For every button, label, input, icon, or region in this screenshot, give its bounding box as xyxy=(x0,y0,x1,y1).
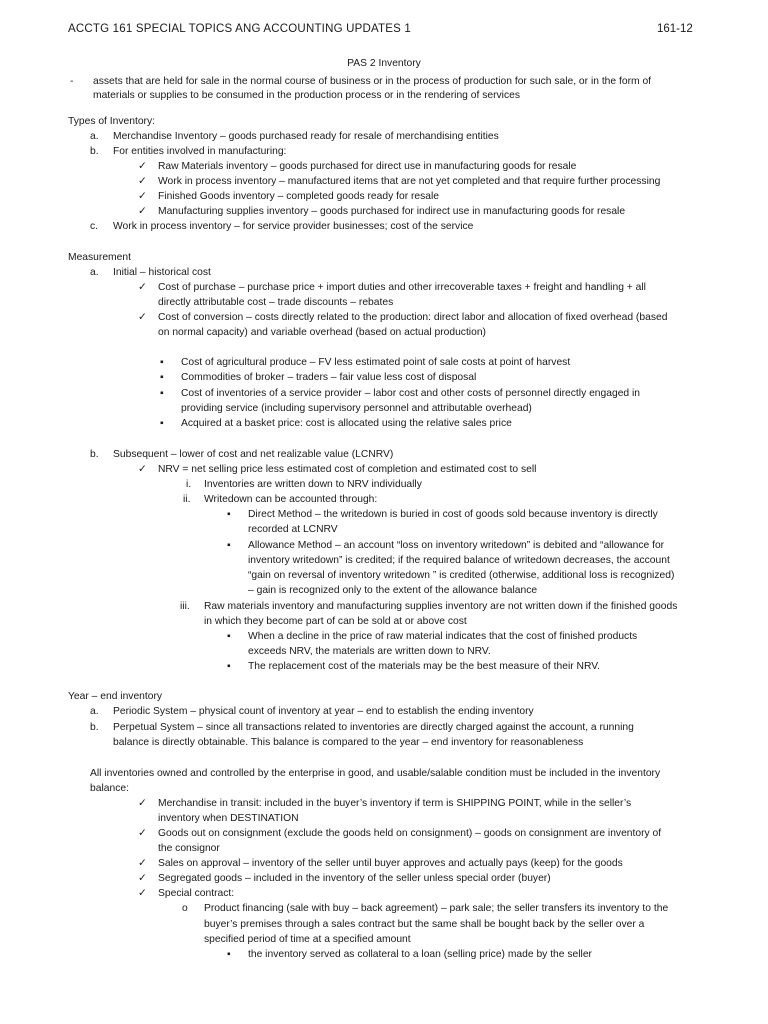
consignment-cont: the consignor xyxy=(158,843,220,854)
check-icon: ✓ xyxy=(138,282,147,293)
subsequent-measurement: Subsequent – lower of cost and net realizable value (LCNRV) xyxy=(113,449,394,460)
initial-measurement: Initial – historical cost xyxy=(113,267,211,278)
special-cost-item: Cost of inventories of a service provider – labor cost and other costs of personnel directly engaged in xyxy=(181,388,641,399)
year-end-heading: Year – end inventory xyxy=(68,691,163,702)
check-icon: ✓ xyxy=(138,176,147,187)
check-icon: ✓ xyxy=(138,858,147,869)
square-bullet-icon: ▪ xyxy=(227,661,231,672)
nrv-definition: NRV = net selling price less estimated cost of completion and estimated cost to sell xyxy=(158,464,537,475)
check-icon: ✓ xyxy=(138,798,147,809)
list-marker-b: b. xyxy=(90,722,99,733)
writedown-methods: Writedown can be accounted through: xyxy=(204,494,378,505)
perpetual-system-cont: balance is directly obtainable. This balance is compared to the year – end inventory for reasonableness xyxy=(113,737,584,748)
special-contract: Special contract: xyxy=(158,888,235,899)
definition-line-1: assets that are held for sale in the normal course of business or in the process of production for such sale, or in the form of xyxy=(93,76,652,87)
check-icon: ✓ xyxy=(138,206,147,217)
replacement-cost: The replacement cost of the materials may be the best measure of their NRV. xyxy=(248,661,600,672)
type-merchandise: Merchandise Inventory – goods purchased ready for resale of merchandising entities xyxy=(113,131,499,142)
page-title: PAS 2 Inventory xyxy=(347,58,421,69)
square-bullet-icon: ▪ xyxy=(227,509,231,520)
ownership-intro: All inventories owned and controlled by the enterprise in good, and usable/salable condition must be included in the inventory xyxy=(90,768,661,779)
course-code: 161-12 xyxy=(657,23,693,35)
square-bullet-icon: ▪ xyxy=(227,540,231,551)
check-icon: ✓ xyxy=(138,161,147,172)
decline-in-price: When a decline in the price of raw material indicates that the cost of finished products xyxy=(248,631,638,642)
roman-marker-iii: iii. xyxy=(180,601,190,612)
definition-line-2: materials or supplies to be consumed in the production process or in the rendering of services xyxy=(93,90,520,101)
product-financing: Product financing (sale with buy – back agreement) – park sale; the seller transfers its inventory to the xyxy=(204,903,669,914)
direct-method-cont: recorded at LCNRV xyxy=(248,524,338,535)
manufacturing-item: Raw Materials inventory – goods purchased for direct use in manufacturing goods for resale xyxy=(158,161,577,172)
check-icon: ✓ xyxy=(138,888,147,899)
list-marker-c: c. xyxy=(90,221,99,232)
list-marker-b: b. xyxy=(90,449,99,460)
manufacturing-item: Finished Goods inventory – completed goods ready for resale xyxy=(158,191,440,202)
check-icon: ✓ xyxy=(138,312,147,323)
special-cost-item: Acquired at a basket price: cost is allocated using the relative sales price xyxy=(181,418,512,429)
allowance-method: Allowance Method – an account “loss on inventory writedown” is debited and “allowance for xyxy=(248,540,665,551)
goods-in-transit-cont: inventory when DESTINATION xyxy=(158,813,299,824)
roman-marker-i: i. xyxy=(186,479,192,490)
periodic-system: Periodic System – physical count of inventory at year – end to establish the ending inventory xyxy=(113,706,534,717)
list-marker-a: a. xyxy=(90,267,99,278)
measurement-heading: Measurement xyxy=(68,252,131,263)
raw-materials-rule: Raw materials inventory and manufacturing supplies inventory are not written down if the finished goods xyxy=(204,601,678,612)
direct-method: Direct Method – the writedown is buried in cost of goods sold because inventory is directly xyxy=(248,509,658,520)
goods-in-transit: Merchandise in transit: included in the buyer’s inventory if term is SHIPPING POINT, while in the seller’s xyxy=(158,798,632,809)
circle-bullet-icon: o xyxy=(182,903,188,914)
cost-of-purchase-cont: directly attributable cost – trade discounts – rebates xyxy=(158,297,394,308)
square-bullet-icon: ▪ xyxy=(160,357,164,368)
check-icon: ✓ xyxy=(138,873,147,884)
check-icon: ✓ xyxy=(138,828,147,839)
product-financing-cont: buyer’s premises through a sales contract but the same shall be bought back by the seller over a xyxy=(204,919,645,930)
allowance-method-cont: inventory writedown” is credited; if the required balance of writedown decreases, the account xyxy=(248,555,670,566)
list-marker-a: a. xyxy=(90,131,99,142)
square-bullet-icon: ▪ xyxy=(160,418,164,429)
cost-of-conversion: Cost of conversion – costs directly related to the production: direct labor and allocation of fixed overhead (based xyxy=(158,312,668,323)
square-bullet-icon: ▪ xyxy=(160,372,164,383)
allowance-method-cont: “gain on reversal of inventory writedown ” is credited (otherwise, additional loss is recognized) xyxy=(248,570,675,581)
roman-marker-ii: ii. xyxy=(183,494,191,505)
decline-in-price-cont: exceeds NRV, the materials are written down to NRV. xyxy=(248,646,491,657)
collateral-note: the inventory served as collateral to a loan (selling price) made by the seller xyxy=(248,949,592,960)
ownership-intro-cont: balance: xyxy=(90,783,129,794)
square-bullet-icon: ▪ xyxy=(227,949,231,960)
types-heading: Types of Inventory: xyxy=(68,116,155,127)
type-manufacturing: For entities involved in manufacturing: xyxy=(113,146,287,157)
special-cost-item-cont: providing service (including supervisory personnel and attributable overhead) xyxy=(181,403,532,414)
manufacturing-item: Manufacturing supplies inventory – goods purchased for indirect use in manufacturing goods for resale xyxy=(158,206,626,217)
list-marker-b: b. xyxy=(90,146,99,157)
check-icon: ✓ xyxy=(138,464,147,475)
perpetual-system: Perpetual System – since all transactions related to inventories are directly charged against the account, a running xyxy=(113,722,634,733)
course-header: ACCTG 161 SPECIAL TOPICS ANG ACCOUNTING UPDATES 1 xyxy=(68,23,411,35)
type-service: Work in process inventory – for service provider businesses; cost of the service xyxy=(113,221,474,232)
sales-on-approval: Sales on approval – inventory of the seller until buyer approves and actually pays (keep) for the goods xyxy=(158,858,623,869)
square-bullet-icon: ▪ xyxy=(160,388,164,399)
special-cost-item: Commodities of broker – traders – fair value less cost of disposal xyxy=(181,372,477,383)
manufacturing-item: Work in process inventory – manufactured items that are not yet completed and that require further processing xyxy=(158,176,661,187)
product-financing-cont: specified period of time at a specified amount xyxy=(204,934,411,945)
segregated-goods: Segregated goods – included in the inventory of the seller unless special order (buyer) xyxy=(158,873,551,884)
special-cost-item: Cost of agricultural produce – FV less estimated point of sale costs at point of harvest xyxy=(181,357,571,368)
raw-materials-rule-cont: in which they become part of can be sold at or above cost xyxy=(204,616,467,627)
consignment: Goods out on consignment (exclude the goods held on consignment) – goods on consignment are inventory of xyxy=(158,828,662,839)
writedown-individually: Inventories are written down to NRV individually xyxy=(204,479,422,490)
allowance-method-cont: – gain is recognized only to the extent of the allowance balance xyxy=(248,585,538,596)
cost-of-purchase: Cost of purchase – purchase price + import duties and other irrecoverable taxes + freight and handling + all xyxy=(158,282,646,293)
check-icon: ✓ xyxy=(138,191,147,202)
dash-bullet: - xyxy=(70,76,74,87)
list-marker-a: a. xyxy=(90,706,99,717)
cost-of-conversion-cont: on normal capacity) and variable overhead (based on actual production) xyxy=(158,327,486,338)
square-bullet-icon: ▪ xyxy=(227,631,231,642)
